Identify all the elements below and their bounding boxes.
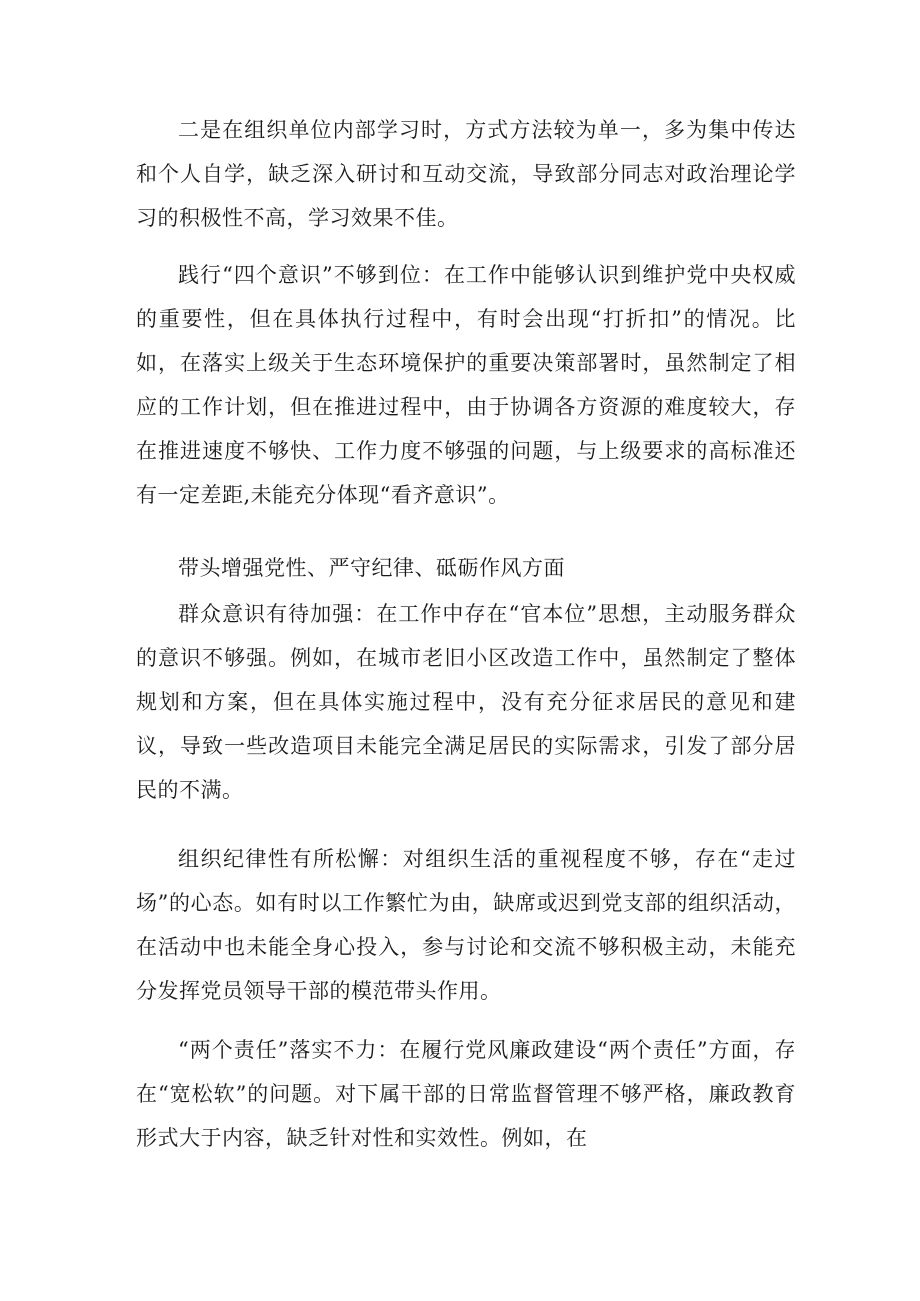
paragraph-four-consciousness: 践行“四个意识”不够到位：在工作中能够认识到维护党中央权威的重要性，但在具体执行过程中，有时会出现“打折扣”的情况。比如，在落实上级关于生态环境保护的重要决策部署时，虽然制定了相应的工作计划，但在推进过程中，由于协调各方资源的难度较大，存在推进速度不够快、工作力度不够强的问题，与上级要求的高标准还有一定差距,未能充分体现“看齐意识”。 — [136, 263, 796, 507]
paragraph-two-responsibilities: “两个责任”落实不力：在履行党风廉政建设“两个责任”方面，存在“宽松软”的问题。对下属干部的日常监督管理不够严格，廉政教育形式大于内容，缺乏针对性和实效性。例如，在 — [136, 1038, 796, 1150]
paragraph-organizational-discipline: 组织纪律性有所松懈：对组织生活的重视程度不够，存在“走过场”的心态。如有时以工作繁忙为由，缺席或迟到党支部的组织活动，在活动中也未能全身心投入，参与讨论和交流不够积极主动，未能充分发挥党员领导干部的模范带头作用。 — [136, 847, 796, 1003]
paragraph-mass-awareness: 群众意识有待加强：在工作中存在“官本位”思想，主动服务群众的意识不够强。例如，在城市老旧小区改造工作中，虽然制定了整体规划和方案，但在具体实施过程中，没有充分征求居民的意见和建议，导致一些改造项目未能完全满足居民的实际需求，引发了部分居民的不满。 — [136, 602, 796, 802]
section-heading-party-spirit: 带头增强党性、严守纪律、砥砺作风方面 — [178, 556, 565, 580]
paragraph-study-methods: 二是在组织单位内部学习时，方式方法较为单一，多为集中传达和个人自学，缺乏深入研讨和互动交流，导致部分同志对政治理论学习的积极性不高，学习效果不佳。 — [136, 118, 796, 230]
